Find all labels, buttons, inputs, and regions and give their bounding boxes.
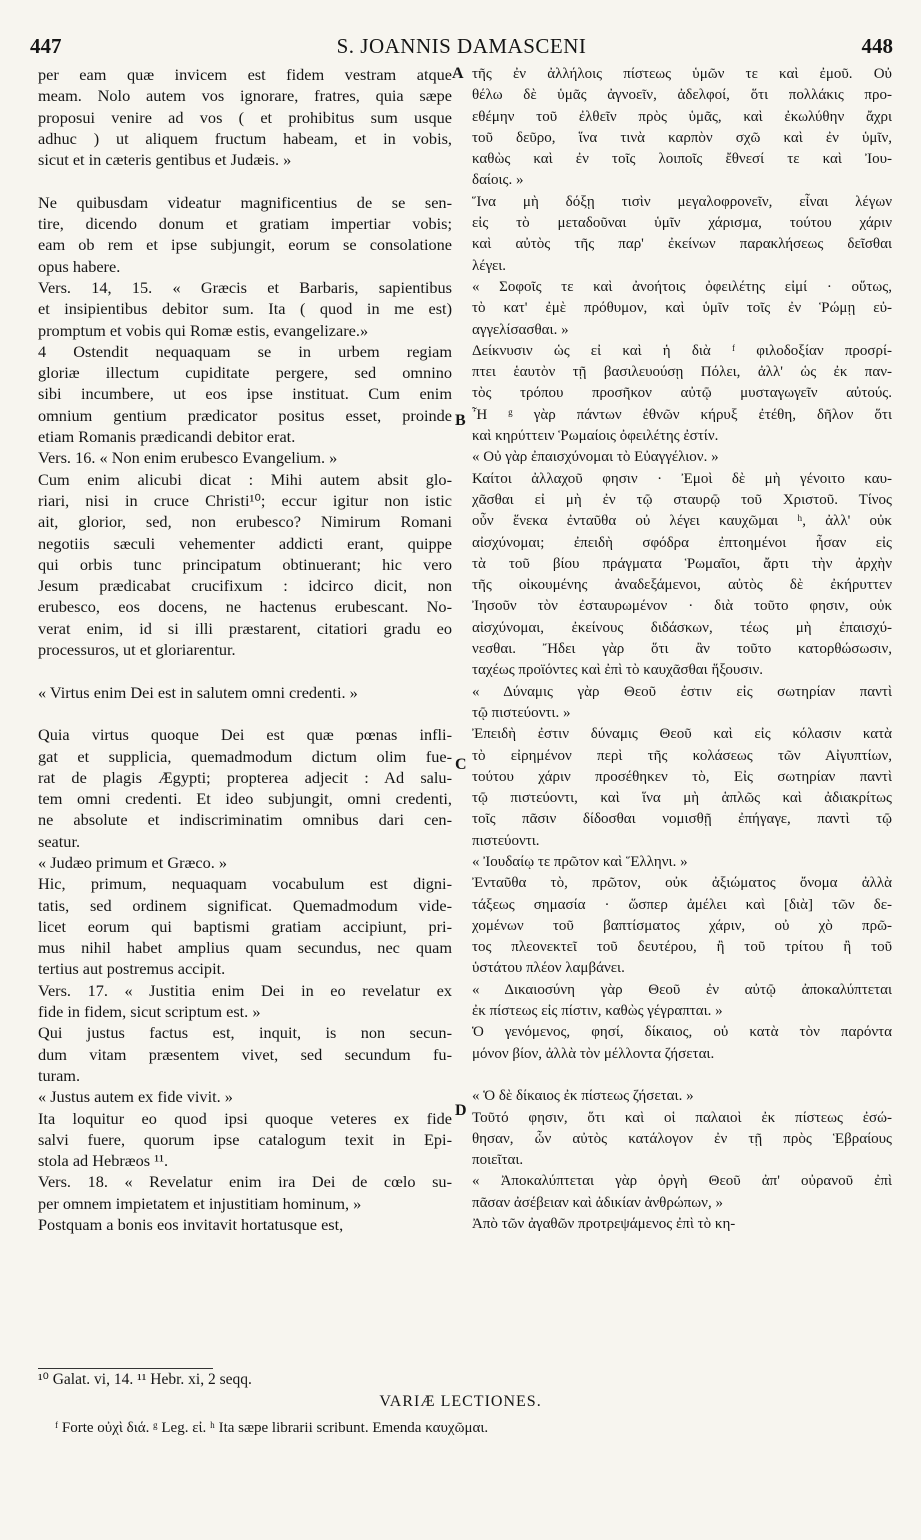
latin-text-line: negotiis sæculi vehementer addicti erant, quippe <box>38 533 452 553</box>
greek-text-line: αἰσχύνομαι, ἐκείνους διδάσκων, τέως μὴ ἐπαισχύ- <box>472 619 892 636</box>
margin-letter-a: A <box>452 65 464 82</box>
greek-text-line: νεσθαι. Ἤδει γὰρ ὅτι ἂν τοῦτο κατορθώσωσιν, <box>472 641 892 658</box>
latin-text-line: tertius aut postremus accipit. <box>38 959 226 979</box>
footnote-rule <box>38 1368 213 1369</box>
greek-column <box>472 64 892 1235</box>
latin-text-line: opus habere. <box>38 256 121 276</box>
latin-text-line: Quia virtus quoque Dei est quæ pœnas infli- <box>38 725 452 745</box>
greek-text-line: τὰ τοῦ βίου πράγματα Ῥωμαῖοι, ἄρτι τὴν ἀρχὴν <box>472 555 892 572</box>
latin-text-line: tire, dicendo donum et gratiam impertiar vobis; <box>38 214 452 234</box>
greek-text-line: τὸς τρόπου προσῆκον αὐτῷ μυσταγωγεῖν αὐτούς. <box>472 385 892 402</box>
greek-text-line: ὑστάτου πλέον λαμβάνει. <box>472 960 625 977</box>
greek-text-line: χομένων τοῦ βαπτίσματος χάριν, οὐ χὸ πρῶ- <box>472 917 892 934</box>
greek-text-line: εἰς τὸ μεταδοῦναι ὑμῖν χάρισμα, τούτου χάριν <box>472 215 892 232</box>
greek-text-line: λέγει. <box>472 257 507 274</box>
greek-text-line: πᾶσαν ἀσέβειαν καὶ ἀδικίαν ἀνθρώπων, » <box>472 1194 723 1211</box>
latin-text-line: processuros, ut et gloriarentur. <box>38 640 236 660</box>
latin-text-line: qui orbis tunc principatum obtinuerant; hic vero <box>38 554 452 574</box>
latin-text-line: Ne quibusdam videatur magnificentius de se sen- <box>38 192 452 212</box>
footnotes: ¹⁰ Galat. vi, 14. ¹¹ Hebr. xi, 2 seqq. <box>38 1371 252 1388</box>
greek-text-line: θέλω δὲ ὑμᾶς ἀγνοεῖν, ἀδελφοί, ὅτι πολλάκις προ- <box>472 87 892 104</box>
latin-text-line: Vers. 17. « Justitia enim Dei in eo revelatur ex <box>38 980 452 1000</box>
greek-text-line: Δείκνυσιν ὡς εἰ καὶ ἡ διὰ ᶠ φιλοδοξίαν προσρί- <box>472 342 892 359</box>
greek-text-line: αἰσχύνομαι; ἐπειδὴ σφόδρα ἐπτοημένοι ἦσαν εἰς <box>472 534 892 551</box>
latin-text-line: et insipientibus debitor sum. Ita ( quod in me est) <box>38 299 452 319</box>
greek-text-line: « Δύναμις γὰρ Θεοῦ ἐστιν εἰς σωτηρίαν παντὶ <box>472 683 892 700</box>
latin-text-line: erubesco, eos docens, ne hactenus erubescant. No- <box>38 597 452 617</box>
greek-text-line: Ἰησοῦν τὸν ἐσταυρωμένον · διὰ τοῦτο φησιν, οὐκ <box>472 598 892 615</box>
greek-text-line: οὖν ἕνεκα ἐνταῦθα οὐ λέγει καυχῶμαι ʰ, ἀλλ' οὐκ <box>472 513 892 530</box>
greek-text-line: Ἦ ᵍ γὰρ πάντων ἐθνῶν κήρυξ ἐτέθη, δῆλον ὅτι <box>472 406 892 423</box>
greek-text-line: « Σοφοῖς τε καὶ ἀνοήτοις ὀφειλέτης εἰμί · οὕτως, <box>472 278 892 295</box>
greek-text-line: ποιεῖται. <box>472 1152 524 1169</box>
greek-text-line: Ἐνταῦθα τὸ, πρῶτον, οὐκ ἀξιώματος ὄνομα ἀλλὰ <box>472 875 892 892</box>
latin-text-line: « Judæo primum et Græco. » <box>38 852 228 872</box>
latin-text-line <box>38 703 452 724</box>
page-number-left: 447 <box>30 34 62 58</box>
latin-column <box>38 64 452 1235</box>
greek-text-line: εθέμην τοῦ ἐλθεῖν πρὸς ὑμᾶς, καὶ ἐκωλύθην ἄχρι <box>472 108 892 125</box>
latin-text-line: Vers. 14, 15. « Græcis et Barbaris, sapientibus <box>38 277 452 297</box>
greek-text-line: Ἀπὸ τῶν ἀγαθῶν προτρεψάμενος ἐπὶ τὸ κη- <box>472 1216 736 1233</box>
page-header <box>30 34 893 60</box>
margin-letter-d: D <box>455 1102 467 1119</box>
greek-text-line: « Δικαιοσύνη γὰρ Θεοῦ ἐν αὐτῷ ἀποκαλύπτεται <box>472 981 892 998</box>
latin-text-line: sicut et in cæteris gentibus et Judæis. » <box>38 150 292 170</box>
latin-text-line: mus nihil habet amplius quam secundus, nec quam <box>38 938 452 958</box>
latin-text-line: tatis, sed ordinem significat. Quemadmodum vide- <box>38 895 452 915</box>
latin-text-line <box>38 170 452 191</box>
latin-text-line: « Virtus enim Dei est in salutem omni credenti. » <box>38 682 358 702</box>
greek-text-line: Καίτοι ἀλλαχοῦ φησιν · Ἐμοὶ δὲ μὴ γένοιτο καυ- <box>472 470 892 487</box>
latin-text-line: tem omni credenti. Et ideo subjungit, omni credenti, <box>38 789 452 809</box>
greek-text-line: πτει ἑαυτὸν τῇ βασιλευούσῃ Πόλει, ἀλλ' ὡς ἐκ παν- <box>472 364 892 381</box>
latin-text-line: seatur. <box>38 831 81 851</box>
greek-text-line: τοῦ δεῦρο, ἵνα τινὰ καρπὸν σχῶ καὶ ἐν ὑμῖν, <box>472 129 892 146</box>
greek-text-line: θησαν, ὧν αὐτὸς κατάλογον ἐν τῇ πρὸς Ἑβραίους <box>472 1130 892 1147</box>
variae-lectiones-title: VARIÆ LECTIONES. <box>379 1393 542 1410</box>
greek-text-line: τῷ πιστεύοντι, καὶ ἵνα μὴ ἁπλῶς καὶ ἀδιακρίτως <box>472 790 892 807</box>
greek-text-line: τὸ κατ' ἐμὲ πρόθυμον, καὶ ὑμῖν τοῖς ἐν Ῥώμῃ εὐ- <box>472 300 892 317</box>
greek-text-line: καὶ αὐτὸς τῆς παρ' ἐκείνων παρακλήσεως δεῖσθαι <box>472 236 892 253</box>
latin-text-line: ait, glorior, sed, non erubesco? Nimirum Romani <box>38 512 452 532</box>
greek-text-line: ταχέως προϊόντες καὶ ἐπὶ τὸ καυχᾶσθαι ἥξουσιν. <box>472 662 764 679</box>
latin-text-line: Postquam a bonis eos invitavit hortatusque est, <box>38 1215 344 1235</box>
greek-text-line: Ἵνα μὴ δόξῃ τισὶν μεγαλοφρονεῖν, εἶναι λέγων <box>472 193 892 210</box>
greek-text-line: « Ὁ δὲ δίκαιος ἐκ πίστεως ζήσεται. » <box>472 1088 694 1105</box>
greek-text-line: ἐκ πίστεως εἰς πίστιν, καθὼς γέγραπται. » <box>472 1003 723 1020</box>
latin-text-line: « Justus autem ex fide vivit. » <box>38 1087 233 1107</box>
latin-text-line: proposui venire ad vos ( et prohibitus sum usque <box>38 107 452 127</box>
latin-text-line: etiam Romanis prædicandi debitor erat. <box>38 427 296 447</box>
latin-text-line: licet eorum qui baptismi gratiam accipiunt, pri- <box>38 916 452 936</box>
latin-text-line: riari, nisi in cruce Christi¹⁰; eccur igitur non istic <box>38 490 452 510</box>
greek-text-line: « Ἀποκαλύπτεται γὰρ ὀργὴ Θεοῦ ἀπ' οὐρανοῦ ἐπὶ <box>472 1173 892 1190</box>
greek-text-line: τῆς οἰκουμένης ἀναδεξάμενοι, αὐτὸς δὲ ἐκήρυττεν <box>472 577 892 594</box>
latin-text-line: omnium gentium prædicator positus esset, proinde <box>38 405 452 425</box>
margin-letter-b: B <box>455 412 466 429</box>
greek-text-line: τάξεως σημασία · ὥσπερ ἀμέλει καὶ [διὰ] τῶν δε- <box>472 896 892 913</box>
latin-text-line: per omnem impietatem et injustitiam hominum, » <box>38 1193 362 1213</box>
latin-text-line: promptum et vobis qui Romæ estis, evangelizare.» <box>38 320 369 340</box>
latin-text-line: Cum enim alicubi dicat : Mihi autem absit glo- <box>38 469 452 489</box>
greek-text-line: Ὁ γενόμενος, φησί, δίκαιος, οὐ κατὰ τὸν παρόντα <box>472 1024 892 1041</box>
latin-text-line: rat de plagis Ægypti; propterea adjecit : Ad salu- <box>38 767 452 787</box>
greek-text-line: δαίοις. » <box>472 172 524 189</box>
greek-text-line <box>472 1065 892 1086</box>
margin-letter-c: C <box>455 756 467 773</box>
latin-text-line: gat et supplicia, quemadmodum dictum olim fue- <box>38 746 452 766</box>
greek-text-line: τῆς ἐν ἀλλήλοις πίστεως ὑμῶν τε καὶ ἐμοῦ. Οὐ <box>472 66 892 82</box>
greek-text-line: μόνον βίον, ἀλλὰ τὸν μέλλοντα ζήσεται. <box>472 1045 715 1062</box>
greek-text-line: Ἐπειδὴ ἐστιν δύναμις Θεοῦ καὶ εἰς κόλασιν κατὰ <box>472 726 892 743</box>
latin-text-line: Vers. 16. « Non enim erubesco Evangelium. » <box>38 448 338 468</box>
greek-text-line: καὶ κηρύττειν Ῥωμαίοις ὀφειλέτης ἐστίν. <box>472 428 719 445</box>
greek-text-line: χᾶσθαι εἰ μὴ ἐν τῷ σταυρῷ τοῦ Χριστοῦ. Τίνος <box>472 491 892 508</box>
latin-text-line: Hic, primum, nequaquam vocabulum est digni- <box>38 874 452 894</box>
greek-text-line: « Ἰουδαίῳ τε πρῶτον καὶ Ἕλληνι. » <box>472 853 688 870</box>
latin-text-line: verat enim, id si illi præstarent, citatiori gradu eo <box>38 618 452 638</box>
page-number-right: 448 <box>861 34 893 58</box>
latin-text-line: sibi incumbere, ut eos ipse instituat. Cum enim <box>38 384 452 404</box>
latin-text-line: 4 Ostendit nequaquam se in urbem regiam <box>38 341 452 361</box>
latin-text-line: eam ob rem et ipse subjungit, eorum se consolatione <box>38 235 452 255</box>
greek-text-line: καθὼς καὶ ἐν τοῖς λοιποῖς ἔθνεσί τε καὶ Ἰου- <box>472 151 892 168</box>
latin-text-line: Jesum prædicabat crucifixum : idcirco dicit, non <box>38 576 452 596</box>
greek-text-line: « Οὐ γὰρ ἐπαισχύνομαι τὸ Εὐαγγέλιον. » <box>472 449 719 466</box>
running-title: S. JOANNIS DAMASCENI <box>336 34 587 58</box>
latin-text-line: meam. Nolo autem vos ignorare, fratres, quia sæpe <box>38 86 452 106</box>
greek-text-line: τοῖς πᾶσιν δίδοσθαι νομισθῇ ἐπήγαγε, παντὶ τῷ <box>472 811 892 828</box>
greek-text-line: τὸ εἰρημένον περὶ τῆς κολάσεως τῶν Αἰγυπτίων, <box>472 747 892 764</box>
latin-text-line: dum vitam præsentem vivet, sed secundum fu- <box>38 1044 452 1064</box>
latin-text-line: gloriæ illectum cupiditate pergere, sed omnino <box>38 363 452 383</box>
latin-text-line: per eam quæ invicem est fidem vestram atque <box>38 65 452 84</box>
greek-text-line: πιστεύοντι. <box>472 832 540 849</box>
latin-text-line: stola ad Hebræos ¹¹. <box>38 1151 169 1171</box>
latin-text-line: Qui justus factus est, inquit, is non secun- <box>38 1023 452 1043</box>
latin-text-line: ne absolute et indiscriminatim omnibus dari cen- <box>38 810 452 830</box>
greek-text-line: αγγελίσασθαι. » <box>472 321 569 338</box>
latin-text-line: salvi fuere, quorum ipse catalogum texit in Epi- <box>38 1129 452 1149</box>
latin-text-line: fide in fidem, sicut scriptum est. » <box>38 1002 261 1022</box>
latin-text-line: adhuc ) ut aliquem fructum habeam, et in vobis, <box>38 128 452 148</box>
variae-lectiones-notes: ᶠ Forte οὐχὶ διά. ᵍ Leg. εἰ. ʰ Ita sæpe librarii scribunt. Emenda καυχῶμαι. <box>55 1420 489 1436</box>
greek-text-line: τῷ πιστεύοντι. » <box>472 704 571 721</box>
latin-text-line: Vers. 18. « Revelatur enim ira Dei de cœlo su- <box>38 1172 452 1192</box>
latin-text-line: turam. <box>38 1065 81 1085</box>
greek-text-line: τούτου χάριν προσέθηκεν τὸ, Εἰς σωτηρίαν παντὶ <box>472 768 892 785</box>
greek-text-line: τος πλεονεκτεῖ τοῦ δευτέρου, ἢ τοῦ τρίτου ἢ τοῦ <box>472 939 892 956</box>
latin-text-line: Ita loquitur eo quod ipsi quoque veteres ex fide <box>38 1108 452 1128</box>
latin-text-line <box>38 660 452 681</box>
greek-text-line: Τοῦτό φησιν, ὅτι καὶ οἱ παλαιοὶ ἐκ πίστεως ἐσώ- <box>472 1109 892 1126</box>
